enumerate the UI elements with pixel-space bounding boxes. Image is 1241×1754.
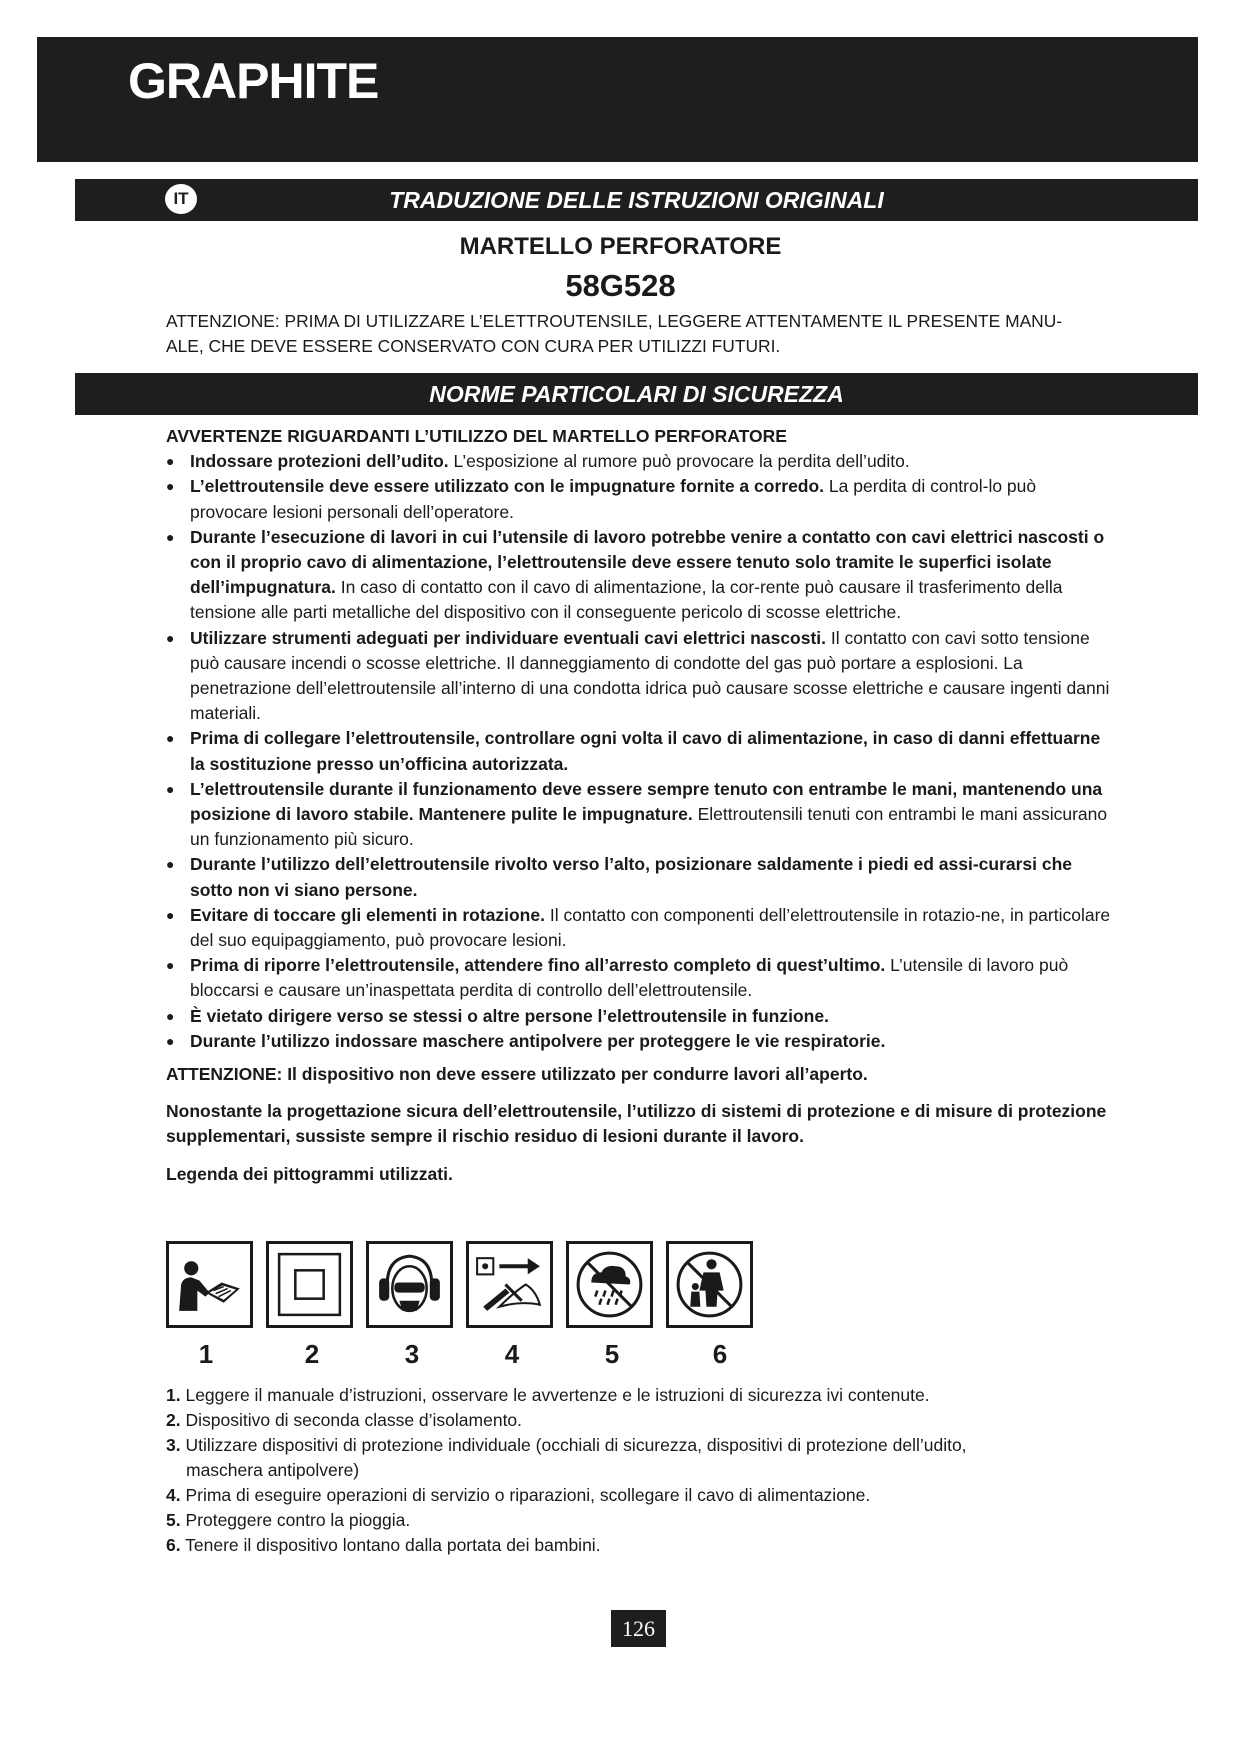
unplug-before-service-icon xyxy=(466,1241,553,1328)
safety-item-bold: Durante l’utilizzo indossare maschere antipolvere per proteggere le vie respiratorie. xyxy=(190,1030,886,1051)
safety-item xyxy=(166,449,1116,474)
safety-item-bold: Prima di riporre l’elettroutensile, attendere fino all’arresto completo di quest’ultimo. xyxy=(190,955,886,976)
section-title-translation: TRADUZIONE DELLE ISTRUZIONI ORIGINALI xyxy=(389,187,884,213)
legend-item xyxy=(166,1533,1126,1558)
legend-number: 4. xyxy=(166,1485,181,1505)
legend-text: Leggere il manuale d’istruzioni, osservare le avvertenze e le istruzioni di sicurezza ivi contenute. xyxy=(180,1385,930,1405)
legend-item xyxy=(166,1483,1126,1508)
safety-item-text: L’utensile di lavoro può bloccarsi e causare un’inaspettata perdita di controllo dell’elettroutensile. xyxy=(190,955,1069,1001)
manual-warning xyxy=(166,309,1096,359)
legend-item xyxy=(166,1508,1126,1533)
safety-content xyxy=(166,424,1116,1187)
product-model: 58G528 xyxy=(565,268,676,303)
safety-item-bold: L’elettroutensile durante il funzionamento deve essere sempre tenuto con entrambe le mani, mantenendo una posizione di lavoro stabile. Mantenere pulite le impugnature. xyxy=(190,778,1103,825)
safety-item xyxy=(166,777,1116,853)
section-bar-translation xyxy=(75,179,1198,221)
safety-item-text: La perdita di control-lo può provocare lesioni personali dell’operatore. xyxy=(190,476,1037,522)
section-bar-safety xyxy=(75,373,1198,415)
outdoor-warning: ATTENZIONE: Il dispositivo non deve essere utilizzato per condurre lavori all’aperto. xyxy=(166,1064,868,1085)
manual-warning-line-1: ATTENZIONE: PRIMA DI UTILIZZARE L’ELETTROUTENSILE, LEGGERE ATTENTAMENTE IL PRESENTE MANU- xyxy=(166,311,1063,331)
safety-subheading: AVVERTENZE RIGUARDANTI L’UTILIZZO DEL MARTELLO PERFORATORE xyxy=(166,426,787,446)
safety-item-bold: Durante l’utilizzo dell’elettroutensile rivolto verso l’alto, posizionare saldamente i piedi ed assi-curarsi che sotto non vi siano persone. xyxy=(190,854,1073,900)
read-manual-icon xyxy=(166,1241,253,1328)
safety-item xyxy=(166,626,1116,727)
legend-text: Dispositivo di seconda classe d’isolamento. xyxy=(180,1410,523,1430)
safety-item xyxy=(166,852,1116,902)
pictogram-number: 1 xyxy=(198,1339,214,1369)
safety-item-text: Il contatto con componenti dell’elettroutensile in rotazio-ne, in particolare del suo equipaggiamento, può provocare lesioni. xyxy=(190,904,1111,951)
legend-text: Proteggere contro la pioggia. xyxy=(180,1510,411,1530)
legend-item xyxy=(166,1433,1126,1483)
legend-number: 6. xyxy=(166,1535,181,1555)
residual-risk-note: Nonostante la progettazione sicura dell’elettroutensile, l’utilizzo di sistemi di protezione e di misure di protezione supplementari, sussiste sempre il rischio residuo di lesioni durante il lavoro. xyxy=(166,1101,1107,1147)
legend-text: Utilizzare dispositivi di protezione individuale (occhiali di sicurezza, dispositivi di protezione dell’udito, xyxy=(180,1435,967,1455)
pictogram-number: 4 xyxy=(504,1339,520,1369)
legend-number: 5. xyxy=(166,1510,181,1530)
protective-equipment-icon xyxy=(366,1241,453,1328)
section-title-safety: NORME PARTICOLARI DI SICUREZZA xyxy=(429,381,844,407)
safety-item-bold: Utilizzare strumenti adeguati per individuare eventuali cavi elettrici nascosti. xyxy=(190,627,827,648)
safety-item-text: L’esposizione al rumore può provocare la perdita dell’udito. xyxy=(448,451,910,472)
safety-item-text: In caso di contatto con il cavo di alimentazione, la cor-rente può causare il trasferimento della tensione alle parti metalliche del dispositivo con il conseguente pericolo di scosse elettriche. xyxy=(190,577,1063,623)
keep-away-children-icon xyxy=(666,1241,753,1328)
legend-item xyxy=(166,1383,1126,1408)
safety-item xyxy=(166,1004,1116,1029)
no-rain-icon xyxy=(566,1241,653,1328)
pictogram-legend xyxy=(166,1383,1126,1558)
safety-item-bold: L’elettroutensile deve essere utilizzato con le impugnature fornite a corredo. xyxy=(190,476,825,497)
safety-item-bold: Indossare protezioni dell’udito. xyxy=(190,451,449,472)
product-name: MARTELLO PERFORATORE xyxy=(459,233,782,260)
safety-list xyxy=(166,449,1116,1054)
safety-item xyxy=(166,1029,1116,1054)
page-number: 126 xyxy=(611,1610,666,1647)
legend-item xyxy=(166,1408,1126,1433)
legend-number: 3. xyxy=(166,1435,181,1455)
pictogram-row xyxy=(166,1241,776,1336)
legend-number: 1. xyxy=(166,1385,181,1405)
safety-item-bold: Durante l’esecuzione di lavori in cui l’utensile di lavoro potrebbe venire a contatto con cavi elettrici nascosti o con il proprio cavo di alimentazione, l’elettroutensile deve essere tenuto solo tramite le superfici isolate dell’impugnatura. xyxy=(190,526,1105,598)
pictogram-number: 2 xyxy=(304,1339,320,1369)
brand-logo: GRAPHITE xyxy=(128,53,379,109)
legend-text: Prima di eseguire operazioni di servizio o riparazioni, scollegare il cavo di alimentazione. xyxy=(180,1485,871,1505)
safety-item xyxy=(166,525,1116,626)
safety-item-text: Elettroutensili tenuti con entrambi le mani assicurano un funzionamento più sicuro. xyxy=(190,804,1108,850)
safety-item xyxy=(166,474,1116,524)
class-ii-insulation-icon xyxy=(266,1241,353,1328)
legend-text: Tenere il dispositivo lontano dalla portata dei bambini. xyxy=(180,1535,601,1555)
legend-text-continued: maschera antipolvere) xyxy=(186,1460,360,1480)
legend-number: 2. xyxy=(166,1410,181,1430)
language-badge: IT xyxy=(165,184,197,214)
manual-warning-line-2: ALE, CHE DEVE ESSERE CONSERVATO CON CURA PER UTILIZZI FUTURI. xyxy=(166,336,781,356)
safety-item xyxy=(166,953,1116,1003)
pictogram-number: 3 xyxy=(404,1339,420,1369)
safety-item-bold: Evitare di toccare gli elementi in rotazione. xyxy=(190,904,545,925)
safety-item-bold: Prima di collegare l’elettroutensile, controllare ogni volta il cavo di alimentazione, in caso di danni effettuarne la sostituzione presso un’officina autorizzata. xyxy=(190,728,1101,774)
safety-item xyxy=(166,903,1116,953)
safety-item xyxy=(166,726,1116,776)
safety-item-text: Il contatto con cavi sotto tensione può causare incendi o scosse elettriche. Il danneggiamento di condotte del gas può portare a esplosioni. La penetrazione dell’elettroutensile all’interno di una condotta idrica può causare scosse elettriche e causare ingenti danni materiali. xyxy=(190,627,1110,724)
legend-title: Legenda dei pittogrammi utilizzati. xyxy=(166,1163,453,1184)
safety-item-bold: È vietato dirigere verso se stessi o altre persone l’elettroutensile in funzione. xyxy=(190,1005,829,1026)
pictogram-number: 6 xyxy=(712,1339,728,1369)
pictogram-number: 5 xyxy=(604,1339,620,1369)
